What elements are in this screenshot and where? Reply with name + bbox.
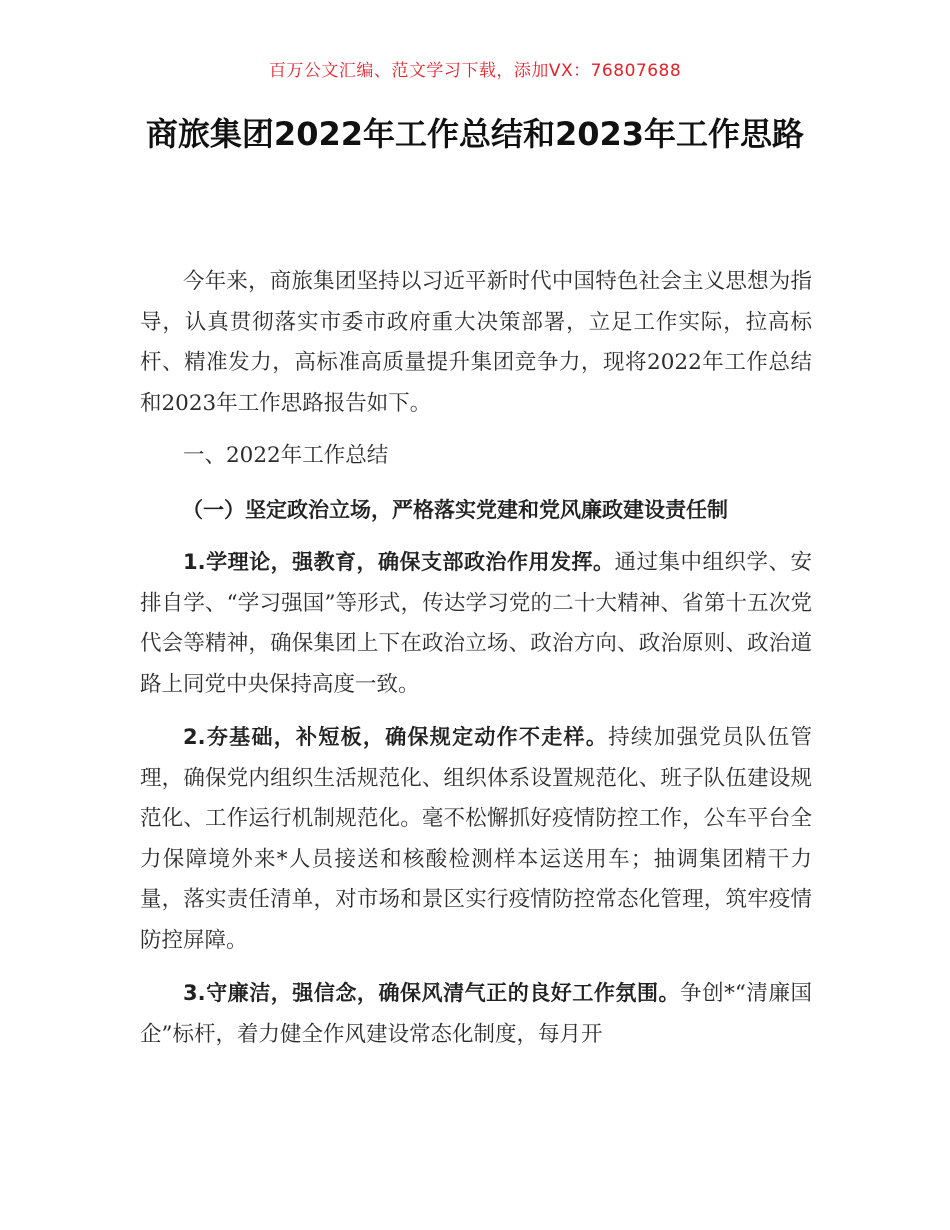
item-paragraph-3: [140, 973, 812, 1055]
subsection-heading: （一）坚定政治立场，严格落实党建和党风廉政建设责任制: [182, 497, 728, 522]
document-body: [140, 262, 812, 1067]
item-paragraph-2: [140, 717, 812, 961]
intro-paragraph: 今年来，商旅集团坚持以习近平新时代中国特色社会主义思想为指导，认真贯彻落实市委市政府重大决策部署，立足工作实际，拉高标杆、精准发力，高标准高质量提升集团竞争力，现将2022年工作总结和2023年工作思路报告如下。: [140, 269, 812, 416]
document-title: 商旅集团2022年工作总结和2023年工作思路: [145, 115, 805, 153]
item-lead-1: 1.学理论，强教育，确保支部政治作用发挥。: [183, 550, 615, 574]
item-lead-3: 3.守廉洁，强信念，确保风清气正的良好工作氛围。: [183, 981, 681, 1005]
header-banner: 百万公文汇编、范文学习下载，添加VX：76807688: [268, 61, 682, 81]
section-heading: 一、2022年工作总结: [183, 443, 389, 468]
item-lead-2: 2.夯基础，补短板，确保规定动作不走样。: [183, 725, 609, 749]
item-text-2: 持续加强党员队伍管理，确保党内组织生活规范化、组织体系设置规范化、班子队伍建设规范化、工作运行机制规范化。毫不松懈抓好疫情防控工作，公车平台全力保障境外来*人员接送和核酸检测样本运送用车；抽调集团精干力量，落实责任清单，对市场和景区实行疫情防控常态化管理，筑牢疫情防控屏障。: [140, 725, 812, 953]
item-paragraph-1: [140, 542, 812, 705]
item-text-1: 通过集中组织学、安排自学、“学习强国”等形式，传达学习党的二十大精神、省第十五次党代会等精神，确保集团上下在政治立场、政治方向、政治原则、政治道路上同党中央保持高度一致。: [140, 550, 812, 697]
item-text-3: 争创*“清廉国企”标杆，着力健全作风建设常态化制度，每月开: [140, 981, 812, 1047]
